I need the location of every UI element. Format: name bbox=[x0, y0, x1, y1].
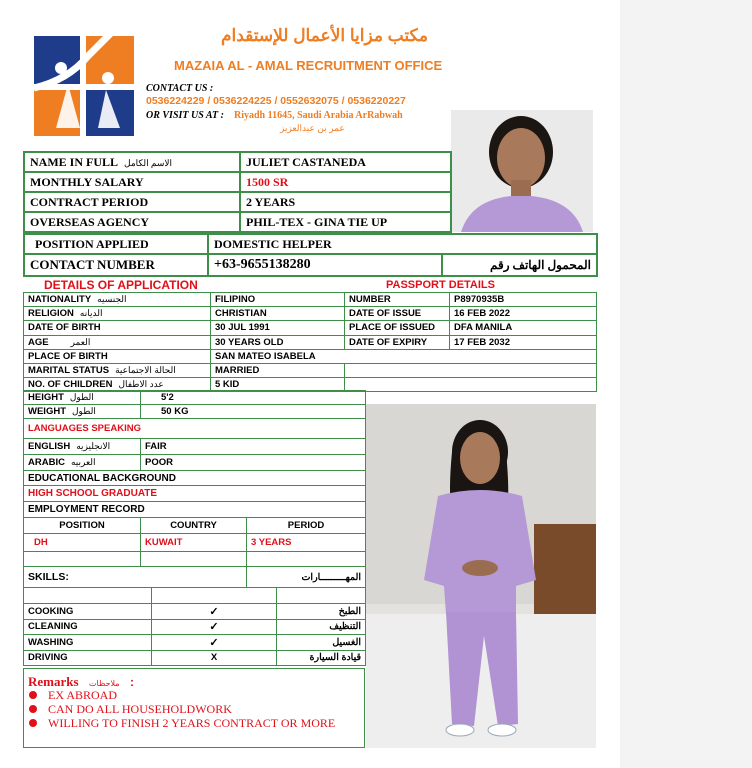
table-row bbox=[24, 335, 597, 349]
remarks-title-ar: ملاحظات bbox=[89, 679, 120, 688]
driving-label-ar: قيادة السيارة bbox=[277, 650, 366, 666]
cooking-label-ar: الطبخ bbox=[277, 604, 366, 620]
contact-us-label: CONTACT US : bbox=[146, 83, 214, 94]
empty-cell bbox=[152, 588, 277, 604]
nationality-value: FILIPINO bbox=[211, 293, 345, 307]
personal-info-table bbox=[23, 151, 452, 233]
table-row bbox=[24, 172, 451, 192]
nationality-label: NATIONALITY bbox=[28, 294, 92, 306]
marital-label: MARITAL STATUS bbox=[28, 365, 110, 377]
list-item bbox=[24, 688, 335, 702]
arabic-label-ar: العربيه bbox=[70, 457, 96, 468]
birthplace-value: SAN MATEO ISABELA bbox=[211, 349, 597, 363]
remarks-box bbox=[23, 668, 365, 748]
contract-value: 2 YEARS bbox=[240, 192, 451, 212]
english-label: ENGLISH bbox=[28, 441, 71, 453]
contract-label: CONTRACT PERIOD bbox=[24, 192, 240, 212]
passport-heading: PASSPORT DETAILS bbox=[386, 279, 495, 291]
table-row bbox=[24, 321, 597, 335]
table-row bbox=[24, 349, 597, 363]
position-value: DOMESTIC HELPER bbox=[208, 234, 597, 254]
marital-label-ar: الحالة الاجتماعية bbox=[115, 365, 176, 376]
full-body-photo bbox=[366, 404, 596, 748]
detail-label-cell bbox=[24, 335, 211, 349]
employment-country: KUWAIT bbox=[141, 534, 247, 552]
height-label-cell bbox=[24, 391, 141, 405]
table-row bbox=[24, 455, 366, 471]
nationality-label-ar: الجنسيه bbox=[97, 294, 127, 305]
employment-header-period: PERIOD bbox=[247, 518, 366, 534]
employment-header-position: POSITION bbox=[24, 518, 141, 534]
table-row bbox=[24, 567, 366, 588]
profile-table bbox=[23, 390, 366, 588]
cleaning-label: CLEANING bbox=[24, 619, 152, 635]
passport-number-value: P8970935B bbox=[450, 293, 597, 307]
name-label-ar: الاسم الكامل bbox=[124, 157, 173, 168]
table-row bbox=[24, 192, 451, 212]
cleaning-mark: ✓ bbox=[152, 619, 277, 635]
education-value: HIGH SCHOOL GRADUATE bbox=[24, 486, 366, 502]
issue-date-value: 16 FEB 2022 bbox=[450, 307, 597, 321]
contact-label-ar: المحمول الهاتف رقم bbox=[442, 254, 597, 276]
washing-label-ar: الغسيل bbox=[277, 635, 366, 651]
driving-mark: X bbox=[152, 650, 277, 666]
height-label-ar: الطول bbox=[69, 392, 94, 403]
education-title: EDUCATIONAL BACKGROUND bbox=[24, 471, 366, 486]
office-address-ar: عمر بن عبدالعزيز bbox=[280, 123, 345, 133]
empty-cell bbox=[247, 552, 366, 567]
issue-place-value: DFA MANILA bbox=[450, 321, 597, 335]
remark-text: EX ABROAD bbox=[48, 688, 118, 702]
languages-title: LANGUAGES SPEAKING bbox=[24, 419, 366, 439]
table-row bbox=[24, 439, 366, 455]
employment-position: DH bbox=[24, 534, 141, 552]
table-row bbox=[24, 534, 366, 552]
english-value: FAIR bbox=[141, 439, 366, 455]
table-row bbox=[24, 471, 366, 486]
table-row bbox=[24, 212, 451, 232]
table-row bbox=[24, 152, 451, 172]
washing-label: WASHING bbox=[24, 635, 152, 651]
marital-value: MARRIED bbox=[211, 363, 345, 377]
table-row bbox=[24, 405, 366, 419]
empty-cell bbox=[24, 588, 152, 604]
weight-label: WEIGHT bbox=[28, 406, 66, 418]
agency-label: OVERSEAS AGENCY bbox=[24, 212, 240, 232]
arabic-label-cell bbox=[24, 455, 141, 471]
cooking-label: COOKING bbox=[24, 604, 152, 620]
name-value: JULIET CASTANEDA bbox=[240, 152, 451, 172]
arabic-label: ARABIC bbox=[28, 457, 65, 469]
details-table bbox=[23, 292, 597, 392]
empty-cell bbox=[277, 588, 366, 604]
list-item bbox=[24, 702, 335, 716]
arabic-value: POOR bbox=[141, 455, 366, 471]
age-label: AGE bbox=[28, 336, 49, 348]
position-label: POSITION APPLIED bbox=[24, 234, 208, 254]
dob-value: 30 JUL 1991 bbox=[211, 321, 345, 335]
detail-label-cell bbox=[24, 293, 211, 307]
skills-table bbox=[23, 587, 366, 666]
children-label: NO. OF CHILDREN bbox=[28, 379, 113, 391]
table-row bbox=[24, 552, 366, 567]
dob-label: DATE OF BIRTH bbox=[24, 321, 211, 335]
remarks-title: Remarks bbox=[28, 674, 79, 689]
office-name-en: MAZAIA AL - AMAL RECRUITMENT OFFICE bbox=[174, 58, 443, 73]
table-row bbox=[24, 588, 366, 604]
details-heading: DETAILS OF APPLICATION bbox=[44, 278, 198, 292]
list-item bbox=[24, 716, 335, 730]
table-row bbox=[24, 293, 597, 307]
employment-title: EMPLOYMENT RECORD bbox=[24, 502, 366, 518]
birthplace-label: PLACE OF BIRTH bbox=[24, 349, 211, 363]
office-address: Riyadh 11645, Saudi Arabia ArRabwah bbox=[234, 110, 403, 121]
children-label-ar: عدد الاطفال bbox=[118, 379, 164, 390]
agency-value: PHIL-TEX - GINA TIE UP bbox=[240, 212, 451, 232]
weight-value: 50 KG bbox=[141, 405, 366, 419]
name-label: NAME IN FULL bbox=[30, 154, 119, 169]
table-row bbox=[24, 419, 366, 439]
skills-label-ar: المهـــــــــارات bbox=[247, 567, 366, 588]
religion-label: RELIGION bbox=[28, 308, 74, 320]
empty-cell bbox=[345, 363, 597, 377]
skills-label: SKILLS: bbox=[24, 567, 247, 588]
detail-label-cell bbox=[24, 363, 211, 377]
cooking-mark: ✓ bbox=[152, 604, 277, 620]
contact-label: CONTACT NUMBER bbox=[24, 254, 208, 276]
age-label-ar: العمر bbox=[70, 336, 91, 347]
empty-cell bbox=[24, 552, 141, 567]
weight-label-ar: الطول bbox=[72, 406, 96, 417]
height-value: 5'2 bbox=[141, 391, 366, 405]
table-row bbox=[24, 234, 597, 254]
religion-value: CHRISTIAN bbox=[211, 307, 345, 321]
issue-date-label: DATE OF ISSUE bbox=[345, 307, 450, 321]
salary-value: 1500 SR bbox=[240, 172, 451, 192]
detail-label-cell bbox=[24, 307, 211, 321]
table-row bbox=[24, 635, 366, 651]
contact-value: +63-9655138280 bbox=[208, 254, 442, 276]
office-logo bbox=[28, 28, 140, 142]
table-row bbox=[24, 650, 366, 666]
position-contact-table bbox=[23, 233, 598, 277]
table-row bbox=[24, 486, 366, 502]
height-label: HEIGHT bbox=[28, 392, 64, 404]
driving-label: DRIVING bbox=[24, 650, 152, 666]
table-row bbox=[24, 363, 597, 377]
english-label-cell bbox=[24, 439, 141, 455]
table-row bbox=[24, 604, 366, 620]
page-margin bbox=[620, 0, 752, 768]
employment-period: 3 YEARS bbox=[247, 534, 366, 552]
expiry-value: 17 FEB 2032 bbox=[450, 335, 597, 349]
empty-cell bbox=[345, 378, 597, 392]
bullet-icon bbox=[29, 691, 37, 699]
remark-text: CAN DO ALL HOUSEHOLDWORK bbox=[48, 702, 232, 716]
remarks-colon: : bbox=[130, 675, 134, 689]
bullet-icon bbox=[29, 705, 37, 713]
age-value: 30 YEARS OLD bbox=[211, 335, 345, 349]
remark-text: WILLING TO FINISH 2 YEARS CONTRACT OR MORE bbox=[48, 716, 336, 730]
table-row bbox=[24, 391, 366, 405]
passport-number-label: NUMBER bbox=[345, 293, 450, 307]
weight-label-cell bbox=[24, 405, 141, 419]
name-label-cell bbox=[24, 152, 240, 172]
empty-cell bbox=[141, 552, 247, 567]
remarks-list bbox=[24, 688, 335, 730]
employment-header-country: COUNTRY bbox=[141, 518, 247, 534]
issue-place-label: PLACE OF ISSUED bbox=[345, 321, 450, 335]
children-value: 5 KID bbox=[211, 378, 345, 392]
visit-us-label: OR VISIT US AT : bbox=[146, 110, 224, 121]
office-name-ar: مكتب مزايا الأعمال للإستقدام bbox=[221, 26, 428, 45]
table-row bbox=[24, 619, 366, 635]
table-row bbox=[24, 502, 366, 518]
salary-label: MONTHLY SALARY bbox=[24, 172, 240, 192]
office-phones: 0536224229 / 0536224225 / 0552632075 / 0536220227 bbox=[146, 95, 406, 107]
religion-label-ar: الديانه bbox=[79, 308, 103, 319]
table-row bbox=[24, 254, 597, 276]
washing-mark: ✓ bbox=[152, 635, 277, 651]
bullet-icon bbox=[29, 719, 37, 727]
english-label-ar: الانجليزيه bbox=[76, 441, 111, 452]
table-row bbox=[24, 307, 597, 321]
expiry-label: DATE OF EXPIRY bbox=[345, 335, 450, 349]
cleaning-label-ar: التنظيف bbox=[277, 619, 366, 635]
portrait-photo bbox=[451, 110, 593, 232]
table-row bbox=[24, 518, 366, 534]
